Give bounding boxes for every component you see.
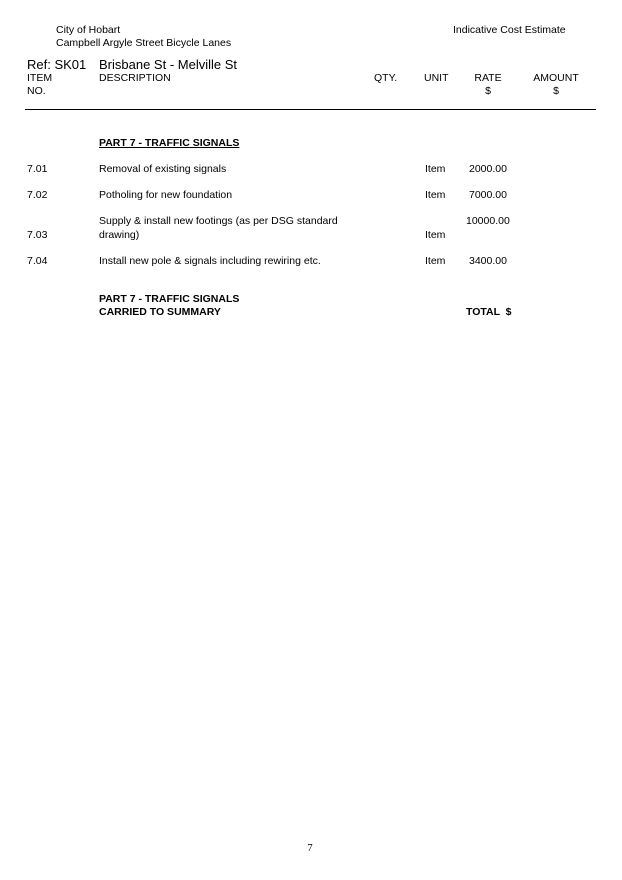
reference-code: Ref: SK01 [27, 57, 87, 72]
row-rate: 3400.00 [469, 255, 507, 267]
page-number: 7 [307, 843, 313, 854]
row-unit: Item [425, 189, 446, 201]
row-item-number: 7.03 [27, 229, 48, 241]
row-description: Removal of existing signals [99, 163, 227, 175]
col-item-header-1: ITEM [27, 72, 53, 84]
col-amount-header-2: $ [553, 85, 559, 97]
col-description-header: DESCRIPTION [99, 72, 171, 84]
total-label: TOTAL $ [466, 306, 512, 318]
row-rate: 10000.00 [466, 215, 510, 227]
project-name: Campbell Argyle Street Bicycle Lanes [56, 37, 232, 49]
row-rate: 2000.00 [469, 163, 507, 175]
org-name: City of Hobart [56, 24, 121, 36]
col-unit-header: UNIT [424, 72, 449, 84]
col-rate-header-1: RATE [474, 72, 502, 84]
row-rate: 7000.00 [469, 189, 507, 201]
col-item-header-2: NO. [27, 85, 46, 97]
col-amount-header-1: AMOUNT [533, 72, 579, 84]
col-qty-header: QTY. [374, 72, 398, 84]
col-rate-header-2: $ [485, 85, 491, 97]
row-description: Install new pole & signals including rewiring etc. [99, 255, 321, 267]
row-item-number: 7.04 [27, 255, 48, 267]
row-description: Potholing for new foundation [99, 189, 233, 201]
row-unit: Item [425, 163, 446, 175]
header-divider [25, 109, 596, 110]
section-footer-title: PART 7 - TRAFFIC SIGNALS [99, 293, 240, 305]
section-title: PART 7 - TRAFFIC SIGNALS [99, 137, 240, 149]
carried-to-summary-label: CARRIED TO SUMMARY [99, 306, 221, 318]
document-type: Indicative Cost Estimate [453, 24, 566, 36]
row-unit: Item [425, 255, 446, 267]
row-description: Supply & install new footings (as per DSG standard [99, 215, 338, 227]
row-item-number: 7.01 [27, 163, 48, 175]
location-title: Brisbane St - Melville St [99, 57, 237, 72]
row-description-continued: drawing) [99, 229, 140, 241]
row-unit: Item [425, 229, 446, 241]
row-item-number: 7.02 [27, 189, 48, 201]
